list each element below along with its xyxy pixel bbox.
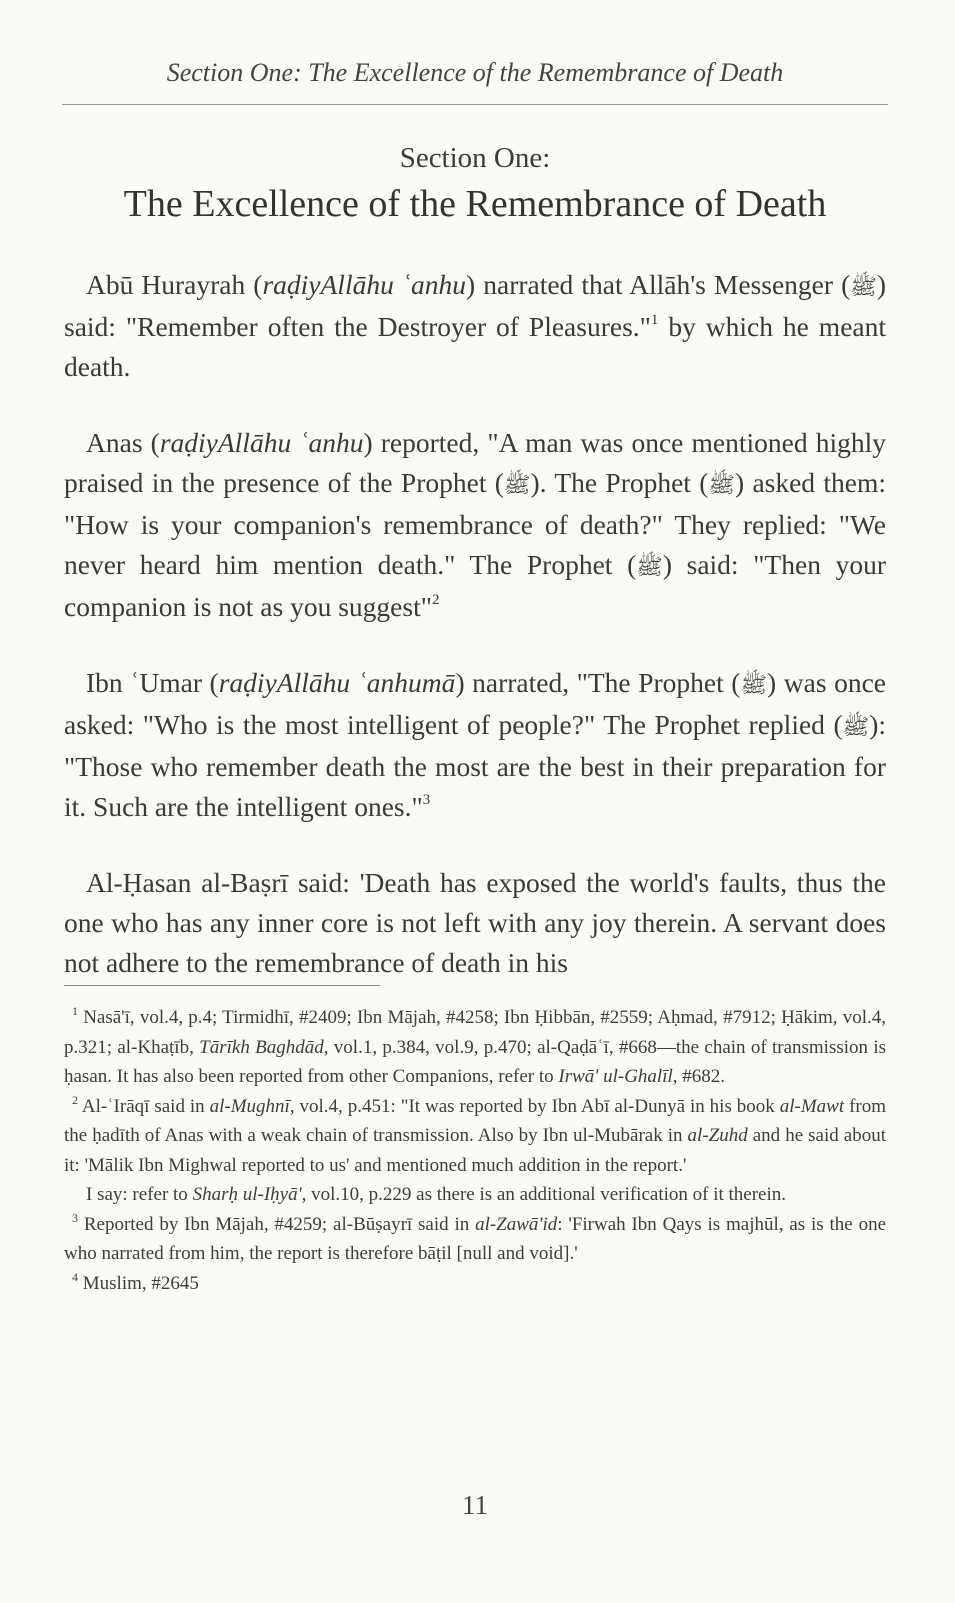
p2-text-a: Anas ( — [86, 427, 160, 458]
fn2b-text-a: I say: refer to — [86, 1184, 193, 1205]
footnote-4 — [64, 1269, 886, 1299]
fn2-book-title-2: al-Mawt — [779, 1095, 845, 1117]
salutation-glyph: ﷺ — [708, 472, 735, 497]
fn1-book-title-2: Irwā' ul-Ghalīl — [558, 1066, 673, 1087]
footnote-2 — [64, 1092, 886, 1181]
p1-honorific: raḍiyAllāhu ʿanhu — [262, 269, 467, 300]
page-number: 11 — [462, 1490, 488, 1520]
p3-text-c: ) was once asked: "Who is the most intelligent of people?" The Prophet replied ( — [64, 667, 887, 740]
p2-text-c: ). The Prophet ( — [530, 467, 709, 498]
fn3-text-a: Reported by Ibn Mājah, #4259; al-Būṣayrī said in — [83, 1213, 476, 1235]
body-text — [64, 265, 886, 1019]
footnote-rule — [64, 985, 380, 986]
p2-text-b: ) reported, "A man was once mentioned highly praised in the presence of the Prophet ( — [64, 427, 886, 498]
paragraph-1 — [64, 265, 886, 387]
salutation-glyph: ﷺ — [503, 472, 531, 497]
running-header: Section One: The Excellence of the Remembrance of Death — [166, 58, 784, 87]
p2-text-e: ) said: "Then your companion is not as you suggest" — [64, 549, 887, 622]
paragraph-4 — [64, 863, 886, 983]
fn1-text-a: Nasā'ī, vol.4, p.4; Tirmidhī, #2409; Ibn Mājah, #4258; Ibn Ḥibbān, #2559; Aḥmad, #7912; Ḥākim, vol.4, p.321; al-Khaṭīb, — [64, 1007, 887, 1058]
fn2-text-c: from the ḥadīth of Anas with a weak chain of transmission. Also by Ibn ul-Mubārak in — [64, 1095, 886, 1146]
fn2-text-b: , vol.4, p.451: "It was reported by Ibn Abī al-Dunyā in his book — [289, 1095, 780, 1117]
fn2-text-a: Al-ʿIrāqī said in — [81, 1095, 210, 1117]
section-label: Section One: — [399, 142, 551, 174]
p2-text-d: ) asked them: "How is your companion's remembrance of death?" They replied: "We never heard him mention death." The Prophet ( — [64, 467, 886, 580]
fn2b-text-b: , vol.10, p.229 as there is an additional verification of it therein. — [301, 1184, 787, 1205]
p2-honorific: raḍiyAllāhu ʿanhu — [159, 427, 364, 458]
footnote-ref-2: 2 — [431, 592, 440, 608]
fn1-text-b: , vol.1, p.384, vol.9, p.470; al-Qaḍāʿī, #668—the chain of transmission is ḥasan. It has also been reported from other Companions, refer to — [64, 1036, 887, 1087]
fn3-book-title: al-Zawā'id — [475, 1213, 558, 1235]
p3-honorific: raḍiyAllāhu ʿanhumā — [218, 667, 456, 698]
header-rule — [62, 104, 888, 105]
paragraph-3 — [64, 663, 886, 827]
fn2-text-d: and he said about it: 'Mālik Ibn Mighwal reported to us' and mentioned much addition in the report.' — [64, 1125, 886, 1176]
fn2-book-title-3: al-Zuhd — [687, 1125, 748, 1146]
p1-text-d: by which he meant death. — [64, 311, 886, 382]
salutation-glyph: ﷺ — [740, 672, 768, 697]
footnote-3 — [64, 1210, 886, 1269]
fn2b-book-title: Sharḥ ul-Iḥyā' — [192, 1184, 302, 1205]
footnote-number: 3 — [72, 1210, 78, 1225]
footnote-ref-1: 1 — [650, 312, 659, 328]
p3-text-b: ) narrated, "The Prophet ( — [455, 667, 741, 698]
fn1-text-c: , #682. — [672, 1066, 725, 1087]
fn3-text-b: : 'Firwah Ibn Qays is majhūl, as is the one who narrated from him, the report is therefore bāṭil [null and void].' — [64, 1213, 887, 1264]
footnote-number: 2 — [72, 1092, 78, 1107]
p1-text-a: Abū Hurayrah ( — [86, 269, 263, 300]
p3-text-a: Ibn ʿUmar ( — [86, 667, 219, 698]
fn4-text: Muslim, #2645 — [82, 1272, 199, 1294]
footnote-1 — [64, 1003, 886, 1092]
fn1-book-title: Tārīkh Baghdād — [199, 1036, 324, 1058]
p1-text-b: ) narrated that Allāh's Messenger ( — [466, 269, 851, 300]
section-title: The Excellence of the Remembrance of Death — [123, 183, 827, 225]
salutation-glyph: ﷺ — [842, 714, 870, 739]
salutation-glyph: ﷺ — [636, 554, 663, 579]
footnotes — [64, 1003, 886, 1298]
p3-text-d: ): "Those who remember death the most are the best in their preparation for it. Such are the intelligent ones." — [64, 709, 886, 822]
salutation-glyph: ﷺ — [850, 274, 877, 299]
p4-text: Al-Ḥasan al-Baṣrī said: 'Death has exposed the world's faults, thus the one who has any inner core is not left with any joy therein. A servant does not adhere to the remembrance of death in his — [64, 867, 886, 978]
paragraph-2 — [64, 423, 886, 627]
footnote-number: 4 — [72, 1269, 78, 1284]
p1-text-c: ) said: "Remember often the Destroyer of Pleasures." — [64, 269, 886, 342]
footnote-2-continued — [64, 1180, 886, 1210]
footnote-number: 1 — [72, 1004, 78, 1018]
fn2-book-title: al-Mughnī — [209, 1095, 290, 1117]
footnote-ref-3: 3 — [422, 792, 431, 808]
